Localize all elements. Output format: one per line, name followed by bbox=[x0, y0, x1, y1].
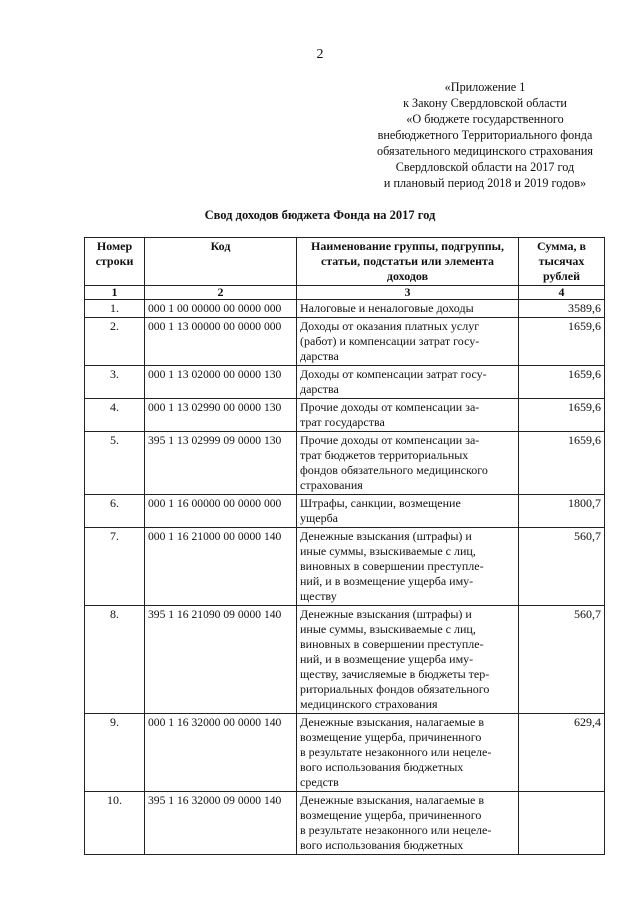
row-number: 10. bbox=[85, 792, 145, 855]
row-number: 1. bbox=[85, 300, 145, 318]
revenue-name bbox=[297, 300, 519, 318]
revenue-name-line: дарства bbox=[300, 382, 339, 396]
revenue-code: 395 1 13 02999 09 0000 130 bbox=[145, 432, 297, 495]
appendix-line: и плановый период 2018 и 2019 годов» bbox=[383, 176, 587, 190]
header-amount: Сумма, в тысячах рублей bbox=[519, 238, 605, 286]
revenue-name-line: ществу, зачисляемые в бюджеты тер- bbox=[300, 667, 490, 681]
revenue-name bbox=[297, 399, 519, 432]
appendix-reference bbox=[330, 79, 640, 191]
column-number: 1 bbox=[85, 286, 145, 300]
revenue-amount: 560,7 bbox=[519, 606, 605, 714]
revenue-name-line: медицинского страхования bbox=[300, 697, 438, 711]
revenue-name-line: ний, и в возмещение ущерба иму- bbox=[300, 652, 474, 666]
revenue-amount: 1659,6 bbox=[519, 399, 605, 432]
page-number: 2 bbox=[316, 47, 324, 62]
revenue-amount: 560,7 bbox=[519, 528, 605, 606]
revenue-name-line: в результате незаконного или нецеле- bbox=[300, 745, 492, 759]
appendix-line: к Закону Свердловской области bbox=[403, 96, 567, 110]
revenue-name-line: иные суммы, взыскиваемые с лиц, bbox=[300, 622, 476, 636]
revenue-name-line: Доходы от оказания платных услуг bbox=[300, 319, 480, 333]
revenue-name bbox=[297, 528, 519, 606]
header-name: Наименование группы, подгруппы, статьи, подстатьи или элемента доходов bbox=[297, 238, 519, 286]
revenue-name-line: Денежные взыскания (штрафы) и bbox=[300, 529, 472, 543]
appendix-line: «О бюджете государственного bbox=[406, 112, 564, 126]
column-number: 3 bbox=[297, 286, 519, 300]
table-row bbox=[85, 528, 605, 606]
appendix-line: обязательного медицинского страхования bbox=[377, 144, 593, 158]
column-number: 2 bbox=[145, 286, 297, 300]
revenue-name-line: возмещение ущерба, причиненного bbox=[300, 730, 482, 744]
revenue-code: 000 1 16 00000 00 0000 000 bbox=[145, 495, 297, 528]
revenue-amount: 3589,6 bbox=[519, 300, 605, 318]
row-number: 4. bbox=[85, 399, 145, 432]
appendix-line: «Приложение 1 bbox=[444, 80, 526, 94]
revenue-name bbox=[297, 366, 519, 399]
header-code: Код bbox=[145, 238, 297, 286]
revenue-code: 000 1 13 00000 00 0000 000 bbox=[145, 318, 297, 366]
revenue-amount: 1659,6 bbox=[519, 318, 605, 366]
revenue-name bbox=[297, 606, 519, 714]
revenue-amount bbox=[519, 792, 605, 855]
revenue-name-line: фондов обязательного медицинского bbox=[300, 463, 488, 477]
row-number: 3. bbox=[85, 366, 145, 399]
table-row bbox=[85, 432, 605, 495]
revenue-amount: 1800,7 bbox=[519, 495, 605, 528]
table-row bbox=[85, 792, 605, 855]
revenue-name-line: риториальных фондов обязательного bbox=[300, 682, 490, 696]
revenue-name-line: Денежные взыскания, налагаемые в bbox=[300, 793, 485, 807]
revenue-code: 395 1 16 32000 09 0000 140 bbox=[145, 792, 297, 855]
row-number: 6. bbox=[85, 495, 145, 528]
revenue-name-line: страхования bbox=[300, 478, 363, 492]
table-row bbox=[85, 300, 605, 318]
revenue-name-line: вого использования бюджетных bbox=[300, 760, 464, 774]
revenue-name-line: ществу bbox=[300, 589, 337, 603]
revenue-amount: 1659,6 bbox=[519, 366, 605, 399]
row-number: 5. bbox=[85, 432, 145, 495]
row-number: 8. bbox=[85, 606, 145, 714]
column-number: 4 bbox=[519, 286, 605, 300]
revenue-name-line: Доходы от компенсации затрат госу- bbox=[300, 367, 487, 381]
appendix-line: Свердловской области на 2017 год bbox=[395, 160, 575, 174]
revenue-name-line: виновных в совершении преступле- bbox=[300, 559, 484, 573]
table-row bbox=[85, 366, 605, 399]
revenue-code: 000 1 00 00000 00 0000 000 bbox=[145, 300, 297, 318]
row-number: 9. bbox=[85, 714, 145, 792]
revenue-name-line: Налоговые и неналоговые доходы bbox=[300, 301, 474, 315]
table-row bbox=[85, 399, 605, 432]
revenue-name-line: вого использования бюджетных bbox=[300, 838, 464, 852]
appendix-line: внебюджетного Территориального фонда bbox=[377, 128, 593, 142]
revenue-name bbox=[297, 432, 519, 495]
revenue-code: 000 1 13 02000 00 0000 130 bbox=[145, 366, 297, 399]
revenue-name bbox=[297, 495, 519, 528]
table-header bbox=[85, 238, 605, 300]
table-row bbox=[85, 606, 605, 714]
revenue-code: 395 1 16 21090 09 0000 140 bbox=[145, 606, 297, 714]
revenue-code: 000 1 13 02990 00 0000 130 bbox=[145, 399, 297, 432]
row-number: 7. bbox=[85, 528, 145, 606]
revenue-name-line: ний, и в возмещение ущерба иму- bbox=[300, 574, 474, 588]
revenue-name-line: Прочие доходы от компенсации за- bbox=[300, 400, 480, 414]
revenue-name bbox=[297, 318, 519, 366]
revenue-code: 000 1 16 32000 00 0000 140 bbox=[145, 714, 297, 792]
revenue-amount: 1659,6 bbox=[519, 432, 605, 495]
column-numbers-row bbox=[85, 286, 605, 300]
revenue-name-line: средств bbox=[300, 775, 339, 789]
revenue-name-line: трат бюджетов территориальных bbox=[300, 448, 469, 462]
revenue-table bbox=[84, 237, 605, 855]
revenue-name-line: дарства bbox=[300, 349, 339, 363]
table-row bbox=[85, 714, 605, 792]
table-row bbox=[85, 495, 605, 528]
revenue-name bbox=[297, 792, 519, 855]
revenue-name-line: виновных в совершении преступле- bbox=[300, 637, 484, 651]
revenue-name-line: в результате незаконного или нецеле- bbox=[300, 823, 492, 837]
revenue-name-line: Прочие доходы от компенсации за- bbox=[300, 433, 480, 447]
table-row bbox=[85, 318, 605, 366]
header-row-number: Номер строки bbox=[85, 238, 145, 286]
document-title: Свод доходов бюджета Фонда на 2017 год bbox=[204, 208, 436, 222]
revenue-name-line: трат государства bbox=[300, 415, 385, 429]
revenue-name-line: Денежные взыскания, налагаемые в bbox=[300, 715, 485, 729]
revenue-name-line: Денежные взыскания (штрафы) и bbox=[300, 607, 472, 621]
revenue-name-line: (работ) и компенсации затрат госу- bbox=[300, 334, 480, 348]
table-body bbox=[85, 300, 605, 855]
revenue-name-line: Штрафы, санкции, возмещение bbox=[300, 496, 461, 510]
revenue-name-line: ущерба bbox=[300, 511, 338, 525]
revenue-amount: 629,4 bbox=[519, 714, 605, 792]
row-number: 2. bbox=[85, 318, 145, 366]
revenue-name-line: возмещение ущерба, причиненного bbox=[300, 808, 482, 822]
revenue-name bbox=[297, 714, 519, 792]
header-row bbox=[85, 238, 605, 286]
revenue-name-line: иные суммы, взыскиваемые с лиц, bbox=[300, 544, 476, 558]
revenue-code: 000 1 16 21000 00 0000 140 bbox=[145, 528, 297, 606]
